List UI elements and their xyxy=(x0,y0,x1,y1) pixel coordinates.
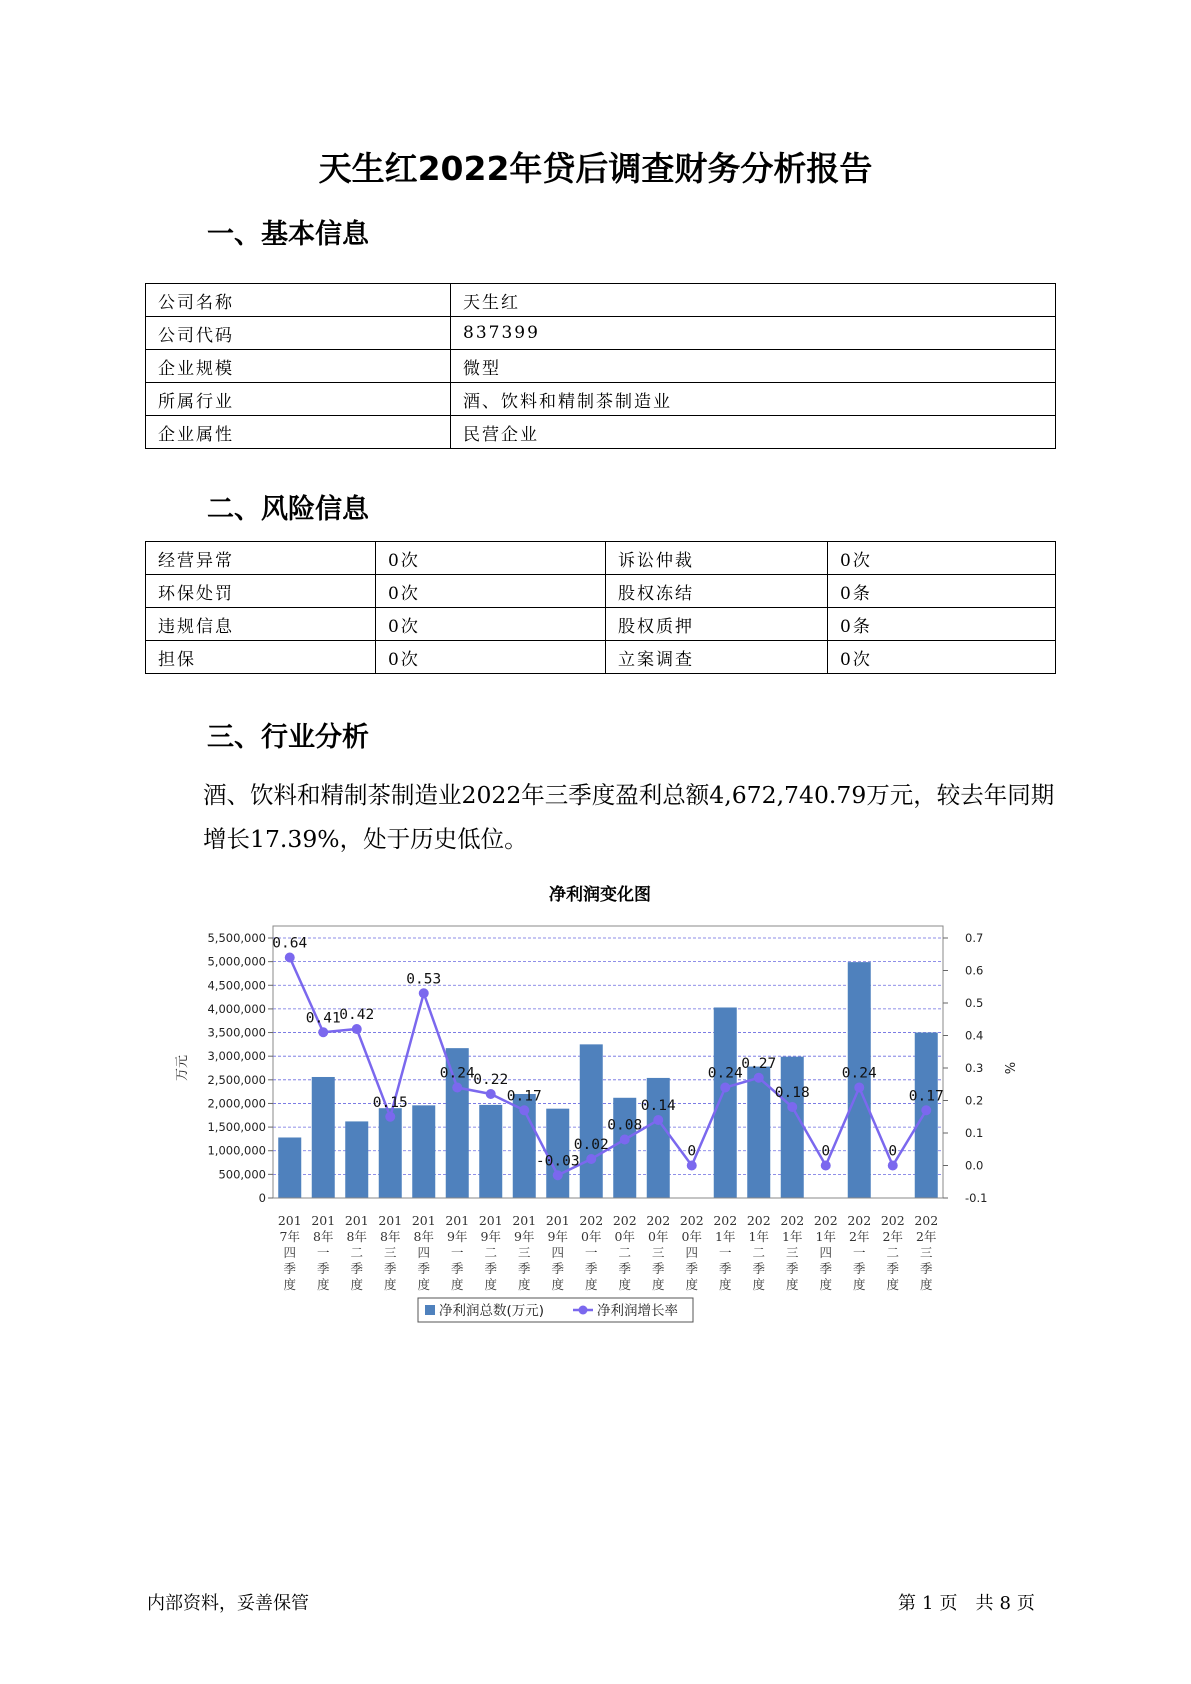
bar xyxy=(915,1033,938,1198)
risk-value: 0次 xyxy=(376,641,606,674)
line-point xyxy=(687,1161,697,1171)
y-axis-right-title: % xyxy=(1001,1061,1016,1075)
x-tick-label: 202 0年一季度 xyxy=(579,1213,604,1292)
data-label: 0 xyxy=(687,1143,697,1160)
basic-info-label: 公司名称 xyxy=(146,284,451,317)
left-tick-label: 3,500,000 xyxy=(207,1025,266,1040)
data-label: 0.02 xyxy=(573,1137,609,1153)
y-axis-left-title: 万元 xyxy=(175,1054,190,1082)
right-tick-label: 0.1 xyxy=(965,1126,984,1140)
x-tick-label: 202 2年二季度 xyxy=(880,1213,905,1292)
table-row xyxy=(146,542,1056,575)
risk-value: 0条 xyxy=(828,608,1056,641)
x-tick-label: 202 1年四季度 xyxy=(813,1213,838,1292)
left-tick-label: 0 xyxy=(258,1191,266,1205)
basic-info-label: 企业属性 xyxy=(146,416,451,449)
total-label: 页 xyxy=(1016,1593,1035,1614)
bar xyxy=(412,1105,435,1198)
basic-info-value: 天生红 xyxy=(451,284,1056,317)
risk-label: 经营异常 xyxy=(146,542,376,575)
table-row xyxy=(146,641,1056,674)
x-tick-label: 201 9年三季度 xyxy=(512,1213,537,1292)
basic-info-label: 企业规模 xyxy=(146,350,451,383)
basic-info-label: 所属行业 xyxy=(146,383,451,416)
line-point xyxy=(586,1154,596,1164)
right-tick-label: 0.7 xyxy=(965,931,984,945)
basic-info-value: 民营企业 xyxy=(451,416,1056,449)
data-label: 0.27 xyxy=(741,1055,777,1072)
line-point xyxy=(486,1089,496,1099)
line-point xyxy=(921,1105,931,1115)
total-num: 8 xyxy=(999,1593,1011,1614)
legend-line-marker xyxy=(579,1306,588,1315)
footer-confidential-note: 内部资料，妥善保管 xyxy=(147,1593,309,1614)
bar xyxy=(345,1121,368,1198)
legend-bar-label: 净利润总数(万元) xyxy=(439,1303,545,1319)
risk-value: 0次 xyxy=(376,575,606,608)
chart-gridlines xyxy=(273,926,943,1198)
line-point xyxy=(352,1024,362,1034)
risk-value: 0次 xyxy=(376,542,606,575)
right-tick-label: 0.0 xyxy=(965,1158,984,1173)
page-label: 第 xyxy=(898,1593,916,1614)
table-row xyxy=(146,416,1056,449)
left-tick-label: 4,000,000 xyxy=(207,1001,266,1016)
report-title: 天生红2022年贷后调查财务分析报告 xyxy=(318,149,873,188)
line-point xyxy=(754,1073,764,1083)
left-tick-label: 1,000,000 xyxy=(207,1143,266,1158)
risk-label: 股权冻结 xyxy=(606,575,828,608)
risk-label: 立案调查 xyxy=(606,641,828,674)
bar xyxy=(613,1098,636,1198)
table-row xyxy=(146,608,1056,641)
chart-legend xyxy=(418,1298,693,1322)
bar xyxy=(312,1077,335,1198)
right-tick-label: 0.5 xyxy=(965,996,984,1010)
risk-label: 环保处罚 xyxy=(146,575,376,608)
x-tick-label: 201 9年四季度 xyxy=(545,1213,570,1292)
chart-title: 净利润变化图 xyxy=(549,885,651,905)
left-tick-label: 4,500,000 xyxy=(207,978,266,993)
left-tick-label: 1,500,000 xyxy=(207,1120,266,1135)
risk-value: 0次 xyxy=(376,608,606,641)
basic-info-label: 公司代码 xyxy=(146,317,451,350)
right-tick-label: 0.4 xyxy=(965,1028,984,1043)
section-basic-info-heading: 一、基本信息 xyxy=(207,219,369,250)
industry-analysis-text: 酒、饮料和精制茶制造业2022年三季度盈利总额4,672,740.79万元，较去年同期增长17.39%，处于历史低位。 xyxy=(203,781,1055,853)
basic-info-value: 837399 xyxy=(451,317,1056,350)
table-row xyxy=(146,383,1056,416)
footer-page-number xyxy=(898,1589,1041,1615)
x-tick-label: 202 2年一季度 xyxy=(847,1213,872,1292)
x-tick-label: 201 9年一季度 xyxy=(445,1213,470,1292)
x-tick-label: 201 8年一季度 xyxy=(311,1213,336,1292)
page-label: 页 xyxy=(939,1593,958,1614)
left-tick-label: 3,000,000 xyxy=(207,1049,266,1064)
table-row xyxy=(146,317,1056,350)
bar xyxy=(647,1078,670,1198)
x-tick-label: 202 1年一季度 xyxy=(713,1213,738,1292)
x-tick-label: 202 2年三季度 xyxy=(914,1213,939,1292)
x-tick-label: 202 0年三季度 xyxy=(646,1213,671,1292)
line-point xyxy=(318,1027,328,1037)
data-label: 0 xyxy=(888,1143,898,1160)
section-risk-info-heading: 二、风险信息 xyxy=(207,494,369,525)
risk-label: 违规信息 xyxy=(146,608,376,641)
legend-line-label: 净利润增长率 xyxy=(597,1303,678,1319)
data-label: 0.17 xyxy=(908,1088,944,1105)
page-num: 1 xyxy=(922,1593,934,1614)
line-point xyxy=(821,1161,831,1171)
line-point xyxy=(720,1083,730,1093)
risk-value: 0条 xyxy=(828,575,1056,608)
data-label: 0.53 xyxy=(406,971,442,988)
line-point xyxy=(854,1083,864,1093)
data-label: 0.24 xyxy=(707,1065,743,1082)
data-label: 0.08 xyxy=(607,1117,643,1134)
risk-value: 0次 xyxy=(828,542,1056,575)
left-tick-label: 2,000,000 xyxy=(207,1096,266,1111)
x-tick-label: 201 8年四季度 xyxy=(411,1213,436,1292)
total-label: 共 xyxy=(975,1593,994,1614)
risk-label: 担保 xyxy=(146,641,376,674)
right-tick-label: 0.6 xyxy=(965,963,984,978)
plot-frame xyxy=(273,926,943,1198)
bar xyxy=(479,1105,502,1198)
data-label: 0.18 xyxy=(774,1085,810,1101)
right-tick-label: 0.2 xyxy=(965,1093,984,1108)
line-point xyxy=(653,1115,663,1125)
table-row xyxy=(146,350,1056,383)
line-point xyxy=(285,953,295,963)
line-point xyxy=(385,1112,395,1122)
x-tick-label: 202 1年二季度 xyxy=(746,1213,771,1292)
data-label: 0 xyxy=(821,1143,831,1160)
left-tick-label: 5,500,000 xyxy=(207,931,266,945)
basic-info-value: 微型 xyxy=(451,350,1056,383)
line-point xyxy=(419,988,429,998)
line-point xyxy=(553,1170,563,1180)
x-tick-label: 201 7年四季度 xyxy=(277,1213,302,1292)
left-tick-label: 2,500,000 xyxy=(207,1072,266,1087)
line-point xyxy=(519,1105,529,1115)
industry-analysis-paragraph xyxy=(145,773,1055,861)
right-tick-label: 0.3 xyxy=(965,1061,984,1075)
x-tick-label: 201 8年三季度 xyxy=(378,1213,403,1292)
risk-label: 股权质押 xyxy=(606,608,828,641)
line-point xyxy=(452,1083,462,1093)
section-industry-heading: 三、行业分析 xyxy=(207,722,369,753)
data-label: 0.14 xyxy=(640,1098,676,1114)
bar xyxy=(714,1007,737,1198)
data-label: 0.41 xyxy=(305,1010,341,1027)
bar xyxy=(580,1044,603,1198)
data-label: 0.24 xyxy=(439,1065,475,1082)
x-tick-label: 202 1年三季度 xyxy=(780,1213,805,1292)
risk-label: 诉讼仲裁 xyxy=(606,542,828,575)
line-point xyxy=(787,1102,797,1112)
line-point xyxy=(620,1135,630,1145)
risk-info-table xyxy=(145,541,1056,674)
x-tick-label: 202 0年二季度 xyxy=(612,1213,637,1292)
bar xyxy=(781,1057,804,1198)
data-label: 0.22 xyxy=(473,1072,509,1088)
data-label: 0.24 xyxy=(841,1065,877,1082)
data-label: 0.64 xyxy=(272,935,308,952)
x-tick-label: 201 8年二季度 xyxy=(344,1213,369,1292)
risk-value: 0次 xyxy=(828,641,1056,674)
right-tick-label: -0.1 xyxy=(965,1191,988,1205)
x-tick-label: 201 9年二季度 xyxy=(478,1213,503,1292)
legend-bar-swatch xyxy=(425,1305,435,1315)
data-label: -0.03 xyxy=(535,1153,580,1170)
net-profit-chart xyxy=(150,880,1040,1350)
left-tick-label: 500,000 xyxy=(218,1167,266,1182)
data-label: 0.15 xyxy=(372,1094,408,1111)
basic-info-table xyxy=(145,283,1056,449)
chart-growth-line xyxy=(272,936,943,1181)
table-row xyxy=(146,575,1056,608)
data-label: 0.42 xyxy=(339,1007,375,1023)
table-row xyxy=(146,284,1056,317)
data-label: 0.17 xyxy=(506,1088,542,1105)
basic-info-value: 酒、饮料和精制茶制造业 xyxy=(451,383,1056,416)
bar xyxy=(278,1137,301,1198)
x-tick-label: 202 0年四季度 xyxy=(679,1213,704,1292)
left-tick-label: 5,000,000 xyxy=(207,954,266,969)
line-point xyxy=(888,1161,898,1171)
